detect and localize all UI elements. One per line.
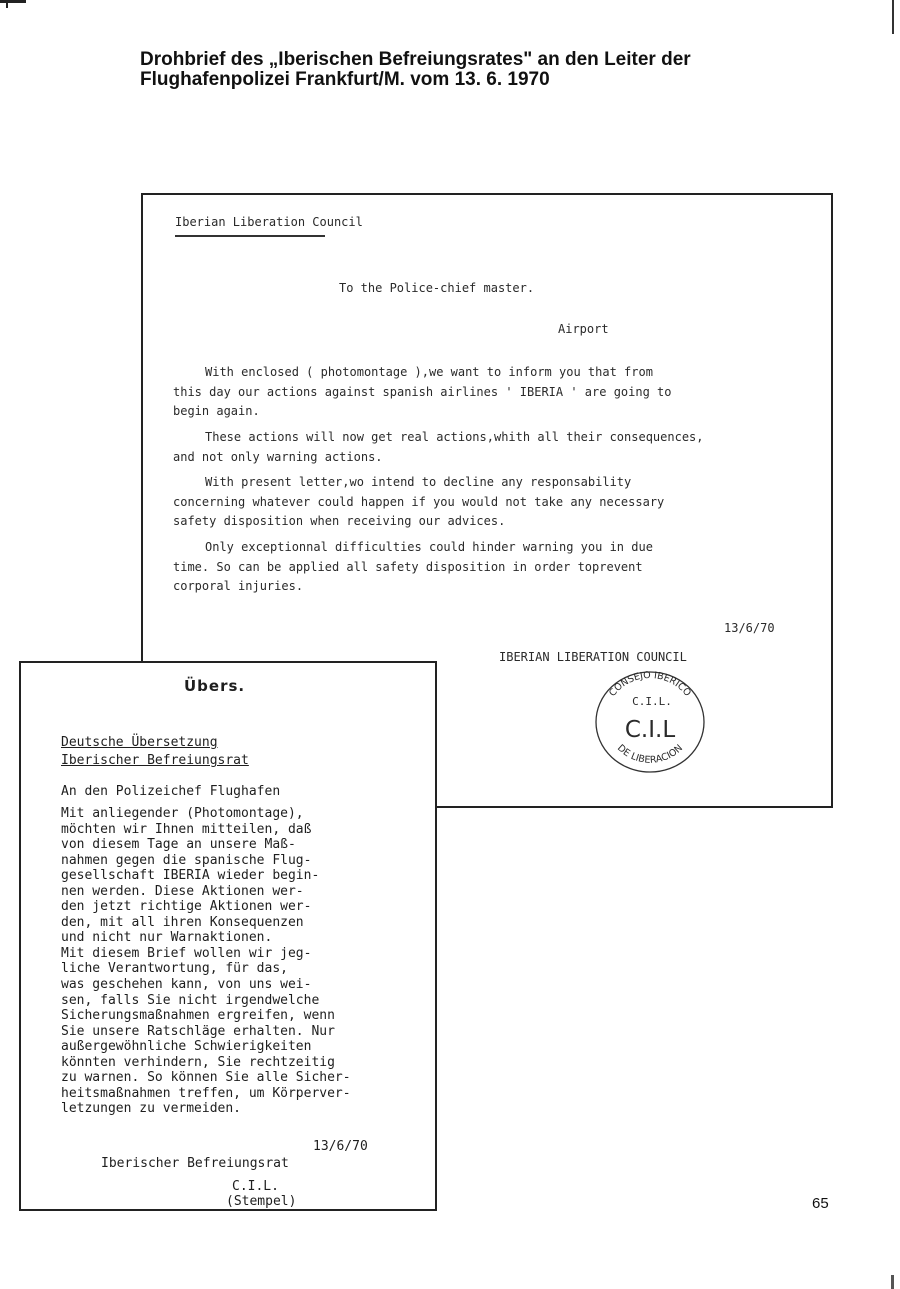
letter-line: With enclosed ( photomontage ),we want to inform you that from bbox=[205, 365, 653, 379]
translation-line: Sicherungsmaßnahmen ergreifen, wenn bbox=[61, 1008, 335, 1024]
translation-heading: Deutsche Übersetzung bbox=[61, 735, 218, 750]
stamp-ring-bottom-text: DE LIBERACION bbox=[614, 742, 686, 766]
translation-line: möchten wir Ihnen mitteilen, daß bbox=[61, 821, 312, 837]
letter-line: concerning whatever could happen if you would not take any necessary bbox=[173, 494, 665, 509]
translation-line: was geschehen kann, von uns wei- bbox=[61, 977, 312, 993]
letter-place: Airport bbox=[558, 322, 609, 336]
translation-signature: Iberischer Befreiungsrat bbox=[101, 1156, 289, 1171]
translation-subheading: Iberischer Befreiungsrat bbox=[61, 753, 249, 768]
translation-line: Mit diesem Brief wollen wir jeg- bbox=[61, 945, 312, 961]
crop-mark-top-left bbox=[0, 0, 26, 3]
german-translation bbox=[19, 661, 437, 1211]
translation-line: von diesem Tage an unsere Maß- bbox=[61, 837, 296, 853]
translation-line: zu warnen. So können Sie alle Sicher- bbox=[61, 1070, 351, 1086]
letterhead: Iberian Liberation Council bbox=[175, 215, 363, 229]
translation-line: Mit anliegender (Photomontage), bbox=[61, 806, 304, 821]
letterhead-underline bbox=[175, 235, 325, 237]
letter-recipient: To the Police-chief master. bbox=[339, 281, 535, 295]
letter-line: this day our actions against spanish airlines ' IBERIA ' are going to bbox=[173, 384, 672, 399]
page-title bbox=[140, 50, 820, 90]
organization-stamp bbox=[591, 665, 709, 775]
letter-date: 13/6/70 bbox=[724, 621, 775, 635]
stamp-small-text: C.I.L. bbox=[632, 695, 672, 708]
letter-paragraph-1 bbox=[173, 363, 813, 422]
translation-line: außergewöhnliche Schwierigkeiten bbox=[61, 1039, 312, 1055]
translation-body bbox=[61, 806, 351, 1117]
translation-recipient: An den Polizeichef Flughafen bbox=[61, 784, 281, 799]
page-title-line-1: Drohbrief des „Iberischen Befreiungsrates" an den Leiter der bbox=[140, 49, 691, 70]
crop-mark-top-right bbox=[892, 0, 894, 34]
translation-label: Übers. bbox=[184, 677, 246, 695]
page-title-line-2: Flughafenpolizei Frankfurt/M. vom 13. 6. 1970 bbox=[140, 69, 550, 90]
crop-mark-bottom-right bbox=[891, 1275, 894, 1289]
letter-signature: IBERIAN LIBERATION COUNCIL bbox=[499, 650, 687, 664]
translation-line: letzungen zu vermeiden. bbox=[61, 1101, 242, 1117]
stamp-center-text: C.I.L bbox=[624, 717, 676, 743]
translation-line: Sie unsere Ratschläge erhalten. Nur bbox=[61, 1023, 335, 1039]
translation-cil: C.I.L. bbox=[232, 1179, 279, 1194]
letter-paragraph-2 bbox=[173, 428, 813, 467]
translation-line: den jetzt richtige Aktionen wer- bbox=[61, 899, 312, 915]
page-number: 65 bbox=[812, 1195, 829, 1212]
letter-line: safety disposition when receiving our advices. bbox=[173, 514, 506, 528]
stamp-ring-top-text: CONSEJO IBERICO bbox=[607, 669, 693, 699]
translation-line: liche Verantwortung, für das, bbox=[61, 961, 288, 977]
translation-line: sen, falls Sie nicht irgendwelche bbox=[61, 992, 320, 1008]
letter-line: begin again. bbox=[173, 404, 260, 418]
translation-stamp-note: (Stempel) bbox=[226, 1194, 297, 1209]
translation-line: heitsmaßnahmen treffen, um Körperver- bbox=[61, 1085, 351, 1101]
letter-paragraph-3 bbox=[173, 473, 813, 532]
letter-line: These actions will now get real actions,whith all their consequences, bbox=[205, 430, 704, 444]
letter-paragraph-4 bbox=[173, 538, 813, 597]
letter-line: time. So can be applied all safety disposition in order toprevent bbox=[173, 559, 643, 574]
translation-line: nen werden. Diese Aktionen wer- bbox=[61, 883, 304, 899]
translation-line: den, mit all ihren Konsequenzen bbox=[61, 914, 304, 930]
letter-line: and not only warning actions. bbox=[173, 449, 383, 464]
translation-line: könnten verhindern, Sie rechtzeitig bbox=[61, 1054, 335, 1070]
translation-line: nahmen gegen die spanische Flug- bbox=[61, 852, 312, 868]
translation-line: und nicht nur Warnaktionen. bbox=[61, 930, 273, 946]
letter-line: With present letter,wo intend to decline any responsability bbox=[205, 475, 632, 489]
translation-line: gesellschaft IBERIA wieder begin- bbox=[61, 868, 320, 884]
translation-date: 13/6/70 bbox=[313, 1139, 368, 1154]
letter-line: corporal injuries. bbox=[173, 579, 304, 593]
letter-line: Only exceptionnal difficulties could hinder warning you in due bbox=[205, 540, 653, 554]
